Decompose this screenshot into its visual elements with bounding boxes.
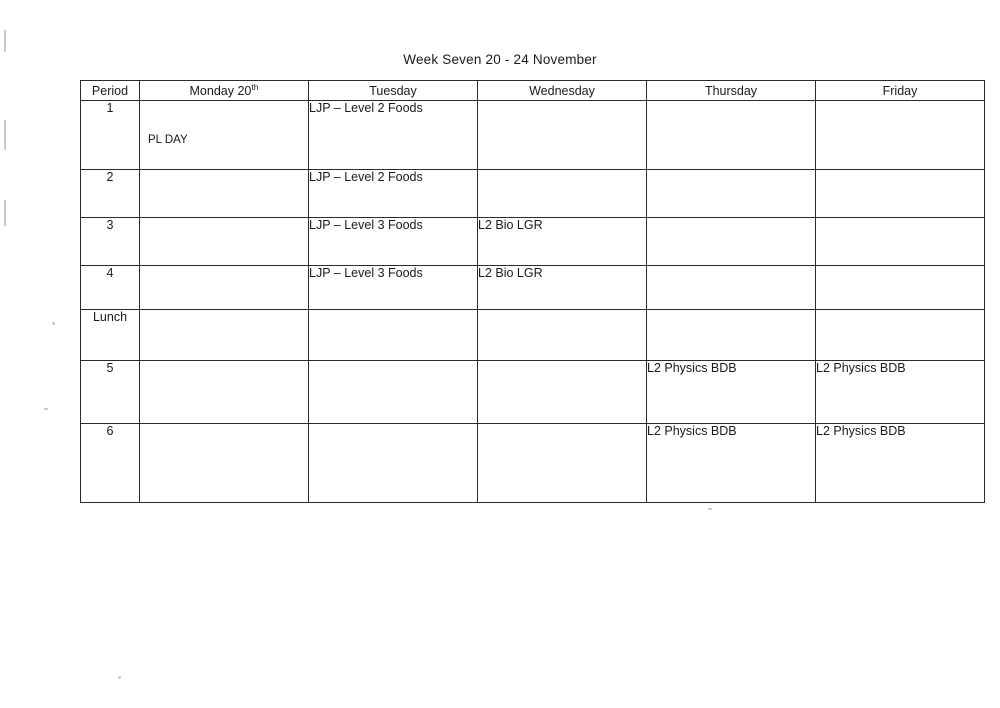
period-label: 2 — [81, 170, 140, 218]
period-label: 6 — [81, 424, 140, 503]
period-label: 4 — [81, 266, 140, 310]
scan-artifact — [4, 30, 6, 52]
column-header-friday: Friday — [816, 81, 985, 101]
table-row — [81, 266, 985, 310]
period-label: 5 — [81, 361, 140, 424]
timetable-cell-friday — [816, 218, 985, 266]
timetable-cell-friday: L2 Physics BDB — [816, 361, 985, 424]
timetable-cell-wednesday — [478, 310, 647, 361]
column-header-monday-label: Monday 20 — [189, 83, 252, 98]
timetable-cell-monday — [140, 170, 309, 218]
timetable-cell-friday — [816, 101, 985, 170]
timetable-cell-monday — [140, 101, 309, 170]
timetable-cell-thursday — [647, 218, 816, 266]
scan-artifact — [4, 120, 6, 150]
timetable-cell-wednesday: L2 Bio LGR — [478, 266, 647, 310]
column-header-tuesday: Tuesday — [309, 81, 478, 101]
timetable-cell-friday — [816, 266, 985, 310]
timetable-cell-monday — [140, 310, 309, 361]
table-row — [81, 218, 985, 266]
timetable-cell-monday — [140, 266, 309, 310]
timetable-cell-tuesday — [309, 361, 478, 424]
scan-artifact — [4, 200, 6, 226]
timetable-cell-wednesday — [478, 424, 647, 503]
period-label: 1 — [81, 101, 140, 170]
column-header-thursday: Thursday — [647, 81, 816, 101]
timetable-cell-wednesday: L2 Bio LGR — [478, 218, 647, 266]
timetable-cell-friday — [816, 170, 985, 218]
timetable-cell-tuesday: LJP – Level 2 Foods — [309, 101, 478, 170]
timetable-cell-monday — [140, 361, 309, 424]
period-label: 3 — [81, 218, 140, 266]
page-title: Week Seven 20 - 24 November — [403, 52, 597, 67]
timetable-cell-tuesday — [309, 310, 478, 361]
timetable-cell-thursday — [647, 170, 816, 218]
table-row — [81, 101, 985, 170]
period-label-lunch: Lunch — [81, 310, 140, 361]
table-header-row — [81, 81, 985, 101]
timetable-cell-thursday: L2 Physics BDB — [647, 361, 816, 424]
timetable-cell-tuesday: LJP – Level 2 Foods — [309, 170, 478, 218]
timetable-cell-friday — [816, 310, 985, 361]
column-header-period: Period — [81, 81, 140, 101]
timetable-cell-thursday: L2 Physics BDB — [647, 424, 816, 503]
timetable-cell-wednesday — [478, 361, 647, 424]
scan-artifact — [44, 408, 48, 410]
monday-pl-day-label: PL DAY — [148, 134, 188, 146]
table-row — [81, 361, 985, 424]
timetable-cell-thursday — [647, 266, 816, 310]
table-row-lunch — [81, 310, 985, 361]
column-header-monday — [140, 81, 309, 101]
timetable-cell-wednesday — [478, 101, 647, 170]
timetable-cell-monday — [140, 424, 309, 503]
weekly-timetable — [80, 80, 985, 503]
timetable-cell-thursday — [647, 310, 816, 361]
column-header-wednesday: Wednesday — [478, 81, 647, 101]
scan-artifact — [118, 676, 121, 679]
timetable-cell-thursday — [647, 101, 816, 170]
column-header-monday-ordinal: th — [251, 81, 259, 92]
table-row — [81, 424, 985, 503]
timetable-cell-tuesday — [309, 424, 478, 503]
scan-artifact — [708, 508, 712, 510]
timetable-cell-tuesday: LJP – Level 3 Foods — [309, 218, 478, 266]
scan-artifact — [52, 322, 55, 325]
timetable-cell-monday — [140, 218, 309, 266]
timetable-container — [80, 80, 918, 503]
timetable-cell-friday: L2 Physics BDB — [816, 424, 985, 503]
timetable-cell-wednesday — [478, 170, 647, 218]
timetable-cell-tuesday: LJP – Level 3 Foods — [309, 266, 478, 310]
table-row — [81, 170, 985, 218]
